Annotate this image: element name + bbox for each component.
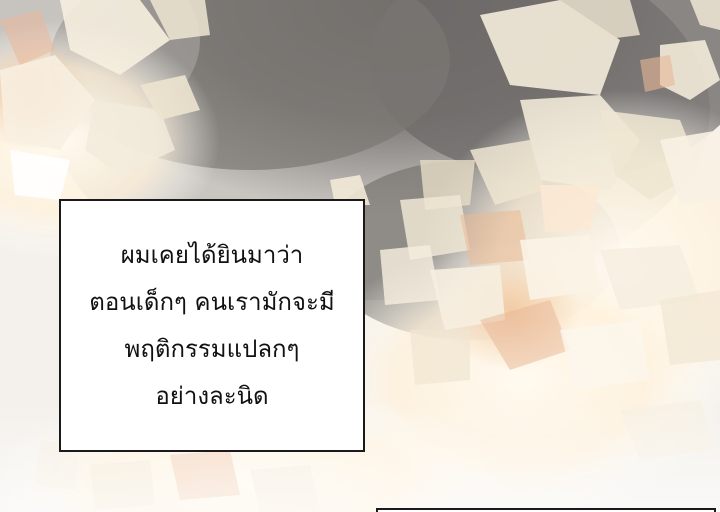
caption-line-1: ผมเคยได้ยินมาว่า [120, 240, 304, 269]
caption-line-4: อย่างละนิด [155, 381, 269, 410]
caption-line-3: พฤติกรรมแปลกๆ [124, 334, 300, 363]
caption-line-2: ตอนเด็กๆ คนเรามักจะมี [89, 287, 335, 316]
caption-box [59, 199, 365, 452]
next-caption-box-edge [376, 508, 716, 512]
